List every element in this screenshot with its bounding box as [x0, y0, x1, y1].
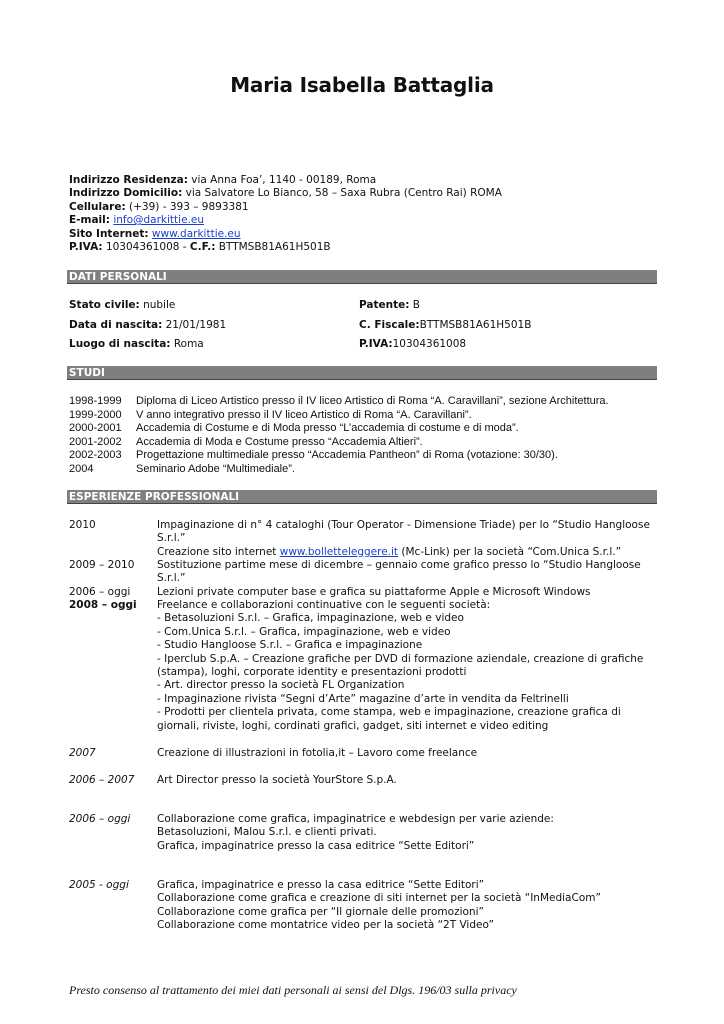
experience-item-2007: [69, 747, 669, 760]
personal-stato-civile: Stato civile: nubile: [69, 299, 176, 311]
study-item: 2002-2003 Progettazione multimediale presso “Accademia Pantheon” di Roma (votazione: 30/30).: [69, 449, 558, 462]
study-item: 1999-2000 V anno integrativo presso il IV liceo Artistico di Roma “A. Caravillani”.: [69, 408, 472, 421]
personal-codice-fiscale: C. Fiscale:BTTMSB81A61H501B: [359, 318, 532, 331]
experience-year: 2006 – oggi: [69, 586, 131, 598]
contact-sito: Sito Internet: www.darkittie.eu: [69, 227, 241, 240]
experience-year: 2005 - oggi: [69, 879, 129, 891]
website-link[interactable]: www.darkittie.eu: [151, 227, 241, 240]
contact-block: [69, 174, 669, 254]
experience-item-2006-oggi: [69, 813, 669, 853]
study-item: 2001-2002 Accademia di Moda e Costume presso “Accademia Altieri”.: [69, 435, 423, 448]
experience-year: 2007: [69, 747, 96, 759]
experience-year: 2006 – oggi: [69, 813, 131, 825]
experience-item-2005-oggi: [69, 879, 669, 933]
personal-data-nascita: Data di nascita: 21/01/1981: [69, 318, 227, 331]
contact-domicilio: Indirizzo Domicilio: via Salvatore Lo Bianco, 58 – Saxa Rubra (Centro Rai) ROMA: [69, 187, 502, 200]
section-header-studi: STUDI: [67, 366, 657, 380]
experience-item-2006-2007: [69, 774, 669, 787]
experience-year: 2009 – 2010: [69, 559, 135, 571]
contact-email: E-mail: info@darkittie.eu: [69, 214, 204, 227]
personal-row: [69, 299, 669, 319]
study-item: 1998-1999 Diploma di Liceo Artistico presso il IV liceo Artistico di Roma “A. Caravillani”, sezione Architettura.: [69, 395, 609, 407]
experience-year: 2010: [69, 519, 96, 531]
experience-description: Art Director presso la società YourStore S.p.A.: [157, 774, 397, 786]
contact-residenza: Indirizzo Residenza: via Anna Foa’, 1140 - 00189, Roma: [69, 174, 377, 186]
cv-name-title: Maria Isabella Battaglia: [230, 73, 494, 97]
experience-description: Freelance e collaborazioni continuative con le seguenti società: - Betasoluzioni S.r.l. – Grafica, impaginazione, web e video - Com.Unica S.r.l. – Grafica, impaginazione, web e video - Studio Hangloose S.r.l. – Grafica e impaginazione - Iperclub S.p.A. – Creazione grafiche per DVD di formazione aziendale, creazione di grafiche (stampa), loghi, corporate identity e presentazioni prodotti - Art. director presso la società FL Organization - Impaginazione rivista “Segni d’Arte” magazine d’arte in vendita da Feltrinelli - Prodotti per clientela privata, come stampa, web e impaginazione, creazione grafica di giornali, riviste, loghi, cordinati grafici, gadget, siti internet e video editing: [157, 599, 644, 732]
section-header-dati-personali: DATI PERSONALI: [67, 270, 657, 284]
bolletteleggere-link[interactable]: www.bolletteleggere.it: [279, 545, 399, 558]
personal-luogo-nascita: Luogo di nascita: Roma: [69, 338, 204, 350]
privacy-consent-footer: Presto consenso al trattamento dei miei dati personali ai sensi del Dlgs. 196/03 sulla privacy: [69, 983, 517, 997]
personal-piva: P.IVA:10304361008: [359, 338, 467, 350]
contact-piva: P.IVA: 10304361008 - C.F.: BTTMSB81A61H501B: [69, 241, 331, 254]
personal-row: [69, 319, 669, 339]
experience-year: 2006 – 2007: [69, 774, 135, 786]
experience-description: Collaborazione come grafica, impaginatrice e webdesign per varie aziende: Betasoluzioni, Malou S.r.l. e clienti privati. Grafica, impaginatrice presso la casa editrice “Sette Editori”: [157, 813, 554, 852]
experience-item-2006-oggi-lezioni: [69, 586, 669, 599]
study-item: 2004 Seminario Adobe “Multimediale”.: [69, 462, 295, 475]
experience-description: Lezioni private computer base e grafica su piattaforme Apple e Microsoft Windows: [157, 586, 591, 598]
experience-description: Impaginazione di n° 4 cataloghi (Tour Operator - Dimensione Triade) per lo “Studio Hangloose S.r.l.” Creazione sito internet www.bolletteleggere.it (Mc-Link) per la società “Com.Unica S.r.l.”: [157, 519, 650, 558]
experience-item-2010: [69, 519, 669, 559]
personal-row: [69, 338, 669, 358]
studies-list: [69, 395, 669, 477]
study-item: 2000-2001 Accademia di Costume e di Moda presso “L’accademia di costume e di moda”.: [69, 422, 519, 435]
section-header-esperienze: ESPERIENZE PROFESSIONALI: [67, 490, 657, 504]
experience-item-2009-2010: [69, 559, 669, 586]
personal-patente: Patente: B: [359, 299, 421, 311]
experience-description: Creazione di illustrazioni in fotolia,it – Lavoro come freelance: [157, 747, 478, 759]
experience-description: Grafica, impaginatrice e presso la casa editrice “Sette Editori” Collaborazione come grafica e creazione di siti internet per la società “InMediaCom” Collaborazione come grafica per “Il giornale delle promozioni” Collaborazione come montatrice video per la società “2T Video”: [157, 879, 601, 932]
contact-cellulare: Cellulare: (+39) - 393 – 9893381: [69, 200, 249, 213]
personal-data-grid: [69, 299, 669, 358]
email-link[interactable]: info@darkittie.eu: [113, 214, 204, 227]
experience-description: Sostituzione partime mese di dicembre – gennaio come grafico presso lo “Studio Hangloose S.r.l.”: [157, 559, 641, 585]
experience-item-2008-oggi: [69, 599, 669, 733]
experience-year: 2008 – oggi: [69, 599, 137, 611]
